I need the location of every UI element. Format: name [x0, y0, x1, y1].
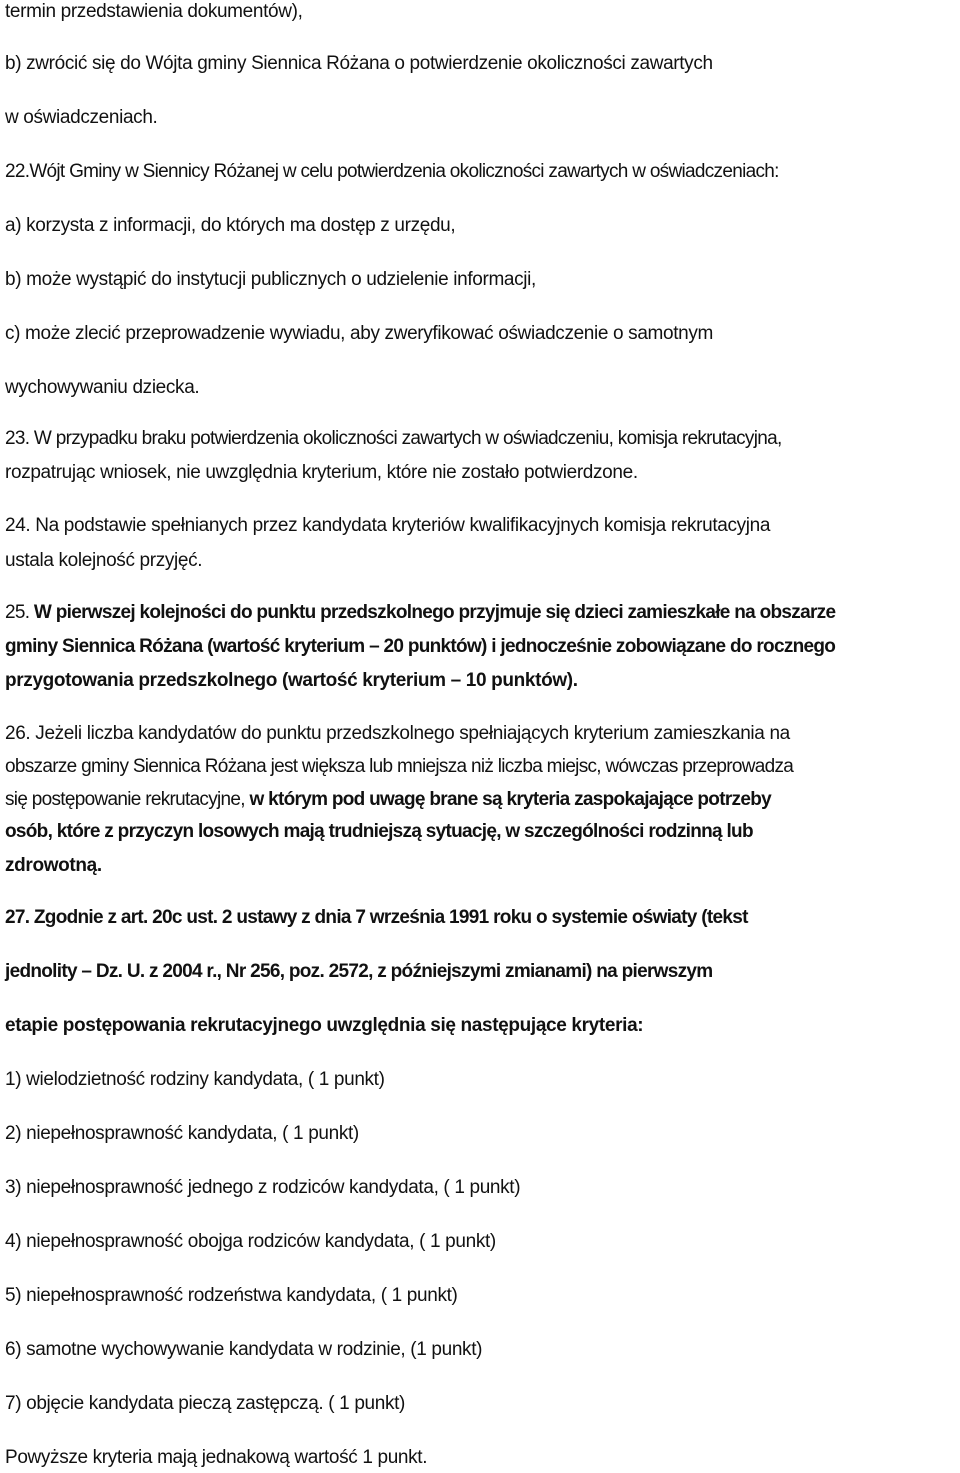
text-line: obszarze gminy Siennica Różana jest większa lub mniejsza niż liczba miejsc, wówczas przeprowadza [5, 756, 794, 777]
text-line: Powyższe kryteria mają jednakową wartość 1 punkt. [5, 1447, 428, 1468]
list-item: 7) objęcie kandydata pieczą zastępczą. ( 1 punkt) [5, 1393, 406, 1414]
text-line: 24. Na podstawie spełnianych przez kandydata kryteriów kwalifikacyjnych komisja rekrutacyjna [5, 515, 771, 536]
text-line: w oświadczeniach. [5, 107, 158, 128]
text-line: gminy Siennica Różana (wartość kryterium – 20 punktów) i jednocześnie zobowiązane do rocznego [5, 636, 836, 657]
list-item: 3) niepełnosprawność jednego z rodziców kandydata, ( 1 punkt) [5, 1177, 521, 1198]
text-line: jednolity – Dz. U. z 2004 r., Nr 256, poz. 2572, z późniejszymi zmianami) na pierwszym [5, 961, 713, 982]
text-line: ustala kolejność przyjęć. [5, 550, 203, 571]
text-line: c) może zlecić przeprowadzenie wywiadu, aby zweryfikować oświadczenie o samotnym [5, 323, 714, 344]
text-line: etapie postępowania rekrutacyjnego uwzględnia się następujące kryteria: [5, 1015, 644, 1036]
text-line: b) może wystąpić do instytucji publicznych o udzielenie informacji, [5, 269, 536, 290]
text-line: a) korzysta z informacji, do których ma dostęp z urzędu, [5, 215, 456, 236]
text-line: 25. W pierwszej kolejności do punktu przedszkolnego przyjmuje się dzieci zamieszkałe na obszarze [5, 602, 836, 623]
list-item: 6) samotne wychowywanie kandydata w rodzinie, (1 punkt) [5, 1339, 483, 1360]
text-line: rozpatrując wniosek, nie uwzględnia kryterium, które nie zostało potwierdzone. [5, 462, 638, 483]
list-item: 1) wielodzietność rodziny kandydata, ( 1 punkt) [5, 1069, 385, 1090]
text-line: osób, które z przyczyn losowych mają trudniejszą sytuację, w szczególności rodzinną lub [5, 821, 753, 842]
text-line: wychowywaniu dziecka. [5, 377, 200, 398]
list-item: 4) niepełnosprawność obojga rodziców kandydata, ( 1 punkt) [5, 1231, 496, 1252]
text-line: 23. W przypadku braku potwierdzenia okoliczności zawartych w oświadczeniu, komisja rekrutacyjna, [5, 428, 782, 449]
text-line: 22.Wójt Gminy w Siennicy Różanej w celu potwierdzenia okoliczności zawartych w oświadczeniach: [5, 161, 779, 182]
text-line: b) zwrócić się do Wójta gminy Siennica Różana o potwierdzenie okoliczności zawartych [5, 53, 713, 74]
text-line: się postępowanie rekrutacyjne, w którym pod uwagę brane są kryteria zaspokajające potrzeby [5, 789, 771, 810]
text-line: przygotowania przedszkolnego (wartość kryterium – 10 punktów). [5, 670, 578, 691]
text-line: termin przedstawienia dokumentów), [5, 1, 303, 22]
list-item: 2) niepełnosprawność kandydata, ( 1 punkt) [5, 1123, 359, 1144]
text-line: 26. Jeżeli liczba kandydatów do punktu przedszkolnego spełniających kryterium zamieszkania na [5, 723, 790, 744]
text-line: zdrowotną. [5, 855, 102, 876]
text-line: 27. Zgodnie z art. 20c ust. 2 ustawy z dnia 7 września 1991 roku o systemie oświaty (tekst [5, 907, 748, 928]
list-item: 5) niepełnosprawność rodzeństwa kandydata, ( 1 punkt) [5, 1285, 458, 1306]
